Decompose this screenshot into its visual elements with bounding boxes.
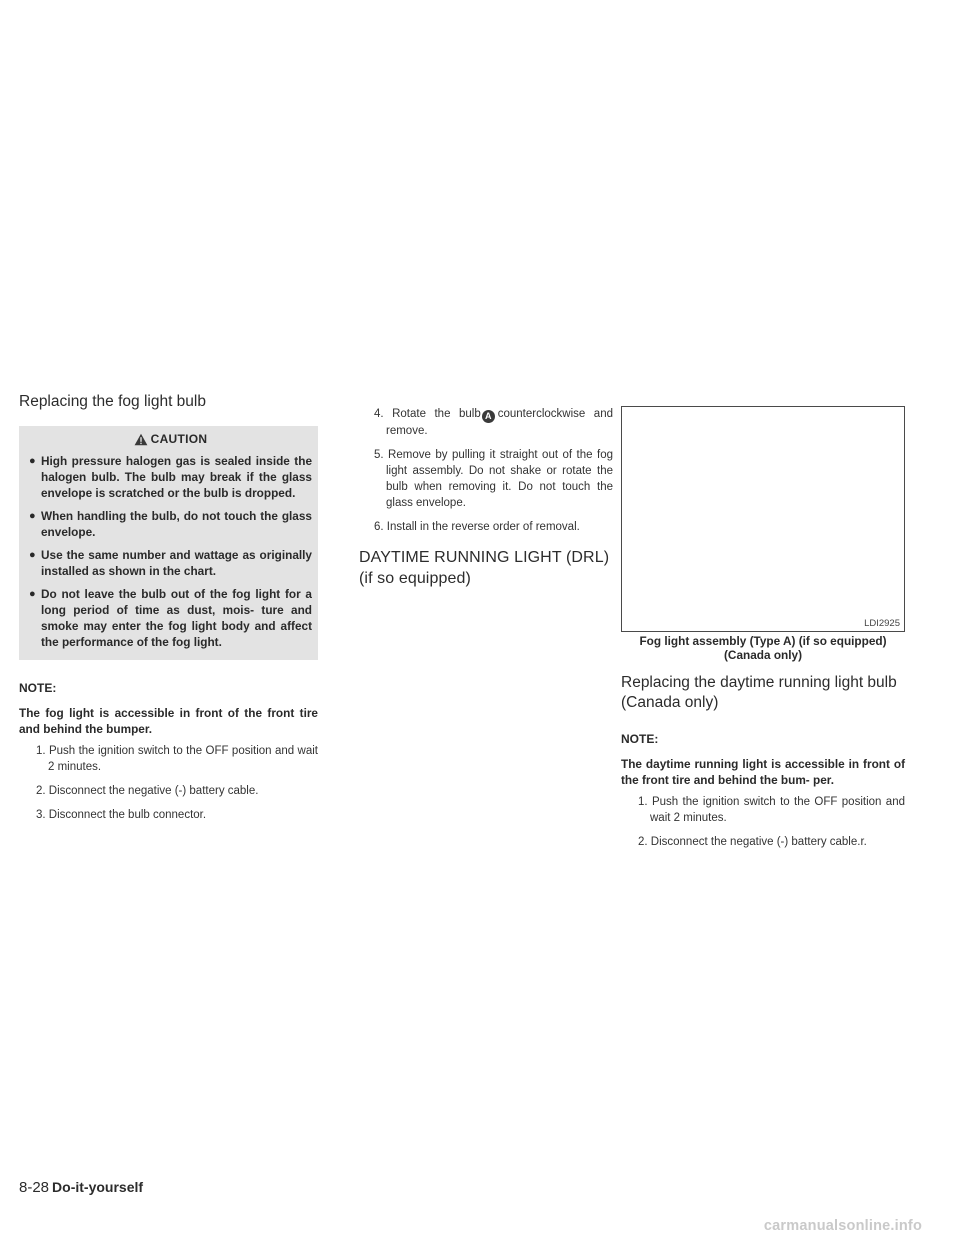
note-text: The daytime running light is accessible in front of the front tire and behind the bum- per.	[621, 757, 905, 787]
watermark: carmanualsonline.info	[763, 1218, 922, 1234]
section-title: Do-it-yourself	[52, 1179, 144, 1195]
note-text: The fog light is accessible in front of the front tire and behind the bumper.	[19, 706, 318, 736]
page-number: 8-28	[19, 1179, 50, 1196]
fog-light-figure	[621, 406, 905, 632]
bullet-icon: ●	[29, 510, 36, 522]
note-label: NOTE:	[621, 732, 659, 746]
figure-id: LDI2925	[864, 618, 900, 629]
callout-a-icon: A	[482, 410, 495, 423]
caution-box	[19, 426, 318, 660]
caution-item: ● Use the same number and wattage as originally installed as shown in the chart.	[29, 548, 312, 578]
caution-list	[29, 453, 312, 650]
step-item: 2. Disconnect the negative (-) battery cable.r.	[638, 836, 867, 848]
column-middle	[359, 392, 613, 589]
step-item: 4. Rotate the bulb A counterclockwise and remove.	[374, 408, 613, 437]
bullet-icon: ●	[29, 549, 36, 561]
step-item: 5. Remove by pulling it straight out of the fog light assembly. Do not shake or rotate the bulb when removing it. Do not touch the glass envelope.	[374, 448, 613, 509]
warning-icon	[134, 433, 148, 446]
bullet-icon: ●	[29, 455, 36, 467]
step-item: 1. Push the ignition switch to the OFF position and wait 2 minutes.	[36, 745, 318, 773]
caution-label: CAUTION	[150, 432, 208, 446]
page-footer	[19, 1179, 143, 1196]
drl-steps-list	[621, 794, 905, 850]
caution-item: ● Do not leave the bulb out of the fog light for a long period of time as dust, mois- ture and smoke may enter the fog light body and affect the performance of the fog light.	[29, 587, 312, 649]
step-item: 6. Install in the reverse order of removal.	[374, 520, 580, 533]
drl-bulb-heading: Replacing the daytime running light bulb (Canada only)	[621, 674, 897, 711]
fog-steps-continued	[359, 406, 613, 535]
fog-bulb-heading: Replacing the fog light bulb	[19, 393, 206, 410]
step-item: 3. Disconnect the bulb connector.	[36, 809, 207, 821]
caution-title	[29, 432, 312, 446]
fog-steps-list	[19, 743, 318, 823]
column-left	[19, 392, 318, 831]
drl-section-heading: DAYTIME RUNNING LIGHT (DRL) (if so equipped)	[359, 548, 610, 587]
caution-item: ● When handling the bulb, do not touch the glass envelope.	[29, 509, 312, 539]
step-item: 2. Disconnect the negative (-) battery cable.	[36, 785, 259, 797]
step-item: 1. Push the ignition switch to the OFF position and wait 2 minutes.	[638, 796, 905, 824]
figure-caption: Fog light assembly (Type A) (if so equipped) (Canada only)	[639, 634, 887, 662]
caution-item: ● High pressure halogen gas is sealed inside the halogen bulb. The bulb may break if the glass envelope is scratched or the bulb is dropped.	[29, 454, 312, 500]
column-right	[621, 406, 905, 858]
note-label: NOTE:	[19, 681, 57, 695]
bullet-icon: ●	[29, 588, 36, 600]
